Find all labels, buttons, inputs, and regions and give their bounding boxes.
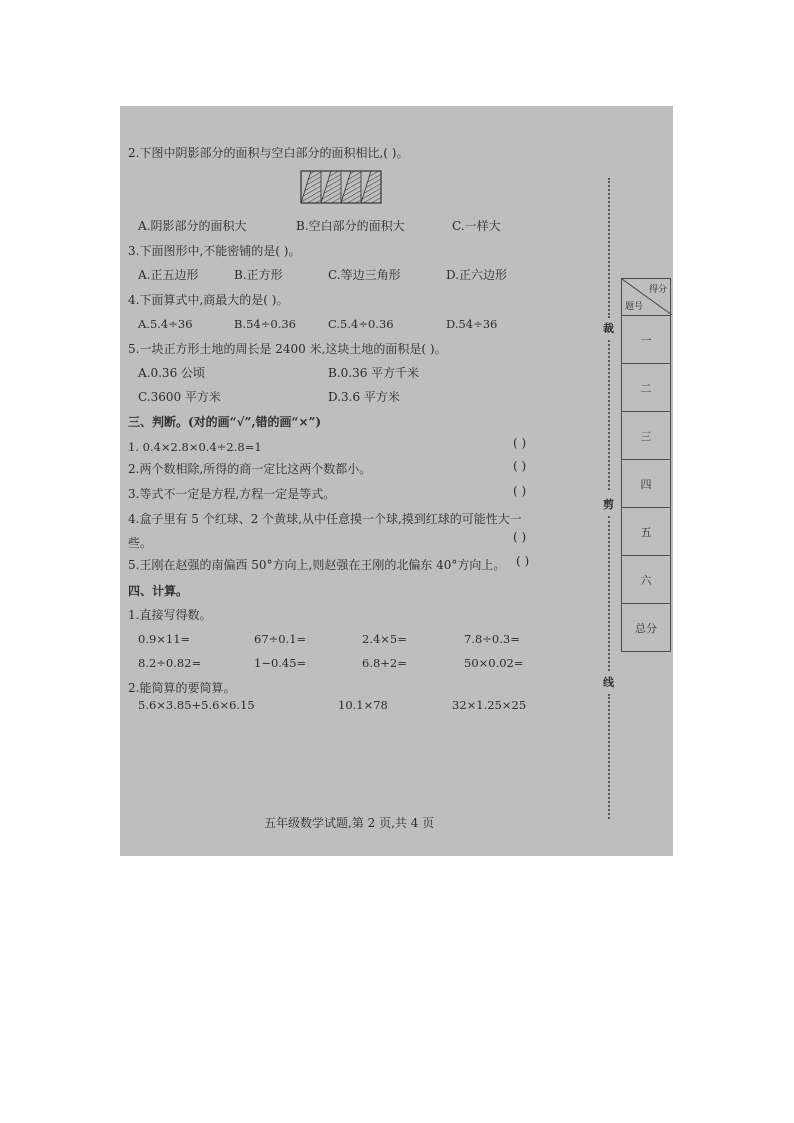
q3-option-d: D.正六边形 bbox=[446, 268, 508, 282]
judge-item-1: 1. 0.4×2.8×0.4÷2.8=1 bbox=[128, 440, 262, 454]
score-row-6: 六 bbox=[622, 556, 671, 604]
cut-line-segment bbox=[608, 516, 610, 671]
judge-item-4: 4.盒子里有 5 个红球、2 个黄球,从中任意摸一个球,摸到红球的可能性大一 bbox=[128, 512, 522, 526]
score-row-1: 一 bbox=[622, 316, 671, 364]
simplify-3: 32×1.25×25 bbox=[452, 698, 527, 712]
judge-answer-4: ( ) bbox=[513, 530, 527, 544]
simplify-heading: 2.能简算的要简算。 bbox=[128, 681, 236, 695]
calc-2-2: 1−0.45= bbox=[254, 656, 307, 670]
cut-char-3: 线 bbox=[603, 676, 614, 689]
score-row-5: 五 bbox=[622, 508, 671, 556]
judge-item-5: 5.王刚在赵强的南偏西 50°方向上,则赵强在王刚的北偏东 40°方向上。 bbox=[128, 558, 506, 572]
calc-2-4: 50×0.02= bbox=[464, 656, 524, 670]
score-row-total: 总分 bbox=[622, 604, 671, 652]
calc-1-3: 2.4×5= bbox=[362, 632, 407, 646]
q4-option-d: D.54÷36 bbox=[446, 317, 498, 331]
q5-option-a: A.0.36 公顷 bbox=[138, 366, 206, 380]
q5-stem: 5.一块正方形土地的周长是 2400 米,这块土地的面积是( )。 bbox=[128, 342, 447, 356]
calc-2-3: 6.8+2= bbox=[362, 656, 407, 670]
q3-option-a: A.正五边形 bbox=[138, 268, 199, 282]
q2-option-a: A.阴影部分的面积大 bbox=[138, 219, 247, 233]
score-row-2: 二 bbox=[622, 364, 671, 412]
header-question-label: 题号 bbox=[625, 302, 644, 312]
cut-line-segment bbox=[608, 340, 610, 490]
score-table-header bbox=[622, 279, 671, 316]
calc-1-1: 0.9×11= bbox=[138, 632, 191, 646]
q3-option-c: C.等边三角形 bbox=[328, 268, 401, 282]
q2-option-c: C.一样大 bbox=[452, 219, 501, 233]
q4-option-c: C.5.4÷0.36 bbox=[328, 317, 394, 331]
judge-item-4-cont: 些。 bbox=[128, 536, 153, 550]
judge-item-2: 2.两个数相除,所得的商一定比这两个数都小。 bbox=[128, 462, 372, 476]
q3-option-b: B.正方形 bbox=[234, 268, 283, 282]
q5-option-d: D.3.6 平方米 bbox=[328, 390, 400, 404]
section4-title: 四、计算。 bbox=[128, 584, 189, 598]
page-footer: 五年级数学试题,第 2 页,共 4 页 bbox=[264, 816, 435, 830]
q2-stem: 2.下图中阴影部分的面积与空白部分的面积相比,( )。 bbox=[128, 146, 409, 160]
direct-answer-heading: 1.直接写得数。 bbox=[128, 608, 212, 622]
q5-option-b: B.0.36 平方千米 bbox=[328, 366, 420, 380]
judge-item-3: 3.等式不一定是方程,方程一定是等式。 bbox=[128, 487, 336, 501]
calc-1-2: 67÷0.1= bbox=[254, 632, 307, 646]
q2-option-b: B.空白部分的面积大 bbox=[296, 219, 405, 233]
score-row-3: 三 bbox=[622, 412, 671, 460]
q4-option-b: B.54÷0.36 bbox=[234, 317, 296, 331]
judge-answer-1: ( ) bbox=[513, 436, 527, 450]
cut-line-segment bbox=[608, 694, 610, 819]
judge-answer-5: ( ) bbox=[516, 554, 530, 568]
cut-char-1: 裁 bbox=[603, 322, 614, 335]
simplify-2: 10.1×78 bbox=[338, 698, 388, 712]
judge-answer-3: ( ) bbox=[513, 484, 527, 498]
score-table bbox=[621, 278, 671, 652]
judge-answer-2: ( ) bbox=[513, 459, 527, 473]
cut-char-2: 剪 bbox=[603, 498, 614, 511]
section3-title: 三、判断。(对的画“√”,错的画“×”) bbox=[128, 415, 322, 429]
header-score-label: 得分 bbox=[648, 285, 667, 295]
q5-option-c: C.3600 平方米 bbox=[138, 390, 221, 404]
q4-stem: 4.下面算式中,商最大的是( )。 bbox=[128, 293, 289, 307]
calc-2-1: 8.2÷0.82= bbox=[138, 656, 202, 670]
calc-1-4: 7.8÷0.3= bbox=[464, 632, 520, 646]
score-row-4: 四 bbox=[622, 460, 671, 508]
cut-line-segment bbox=[608, 178, 610, 318]
q4-option-a: A.5.4÷36 bbox=[138, 317, 193, 331]
q3-stem: 3.下面图形中,不能密铺的是( )。 bbox=[128, 244, 301, 258]
shaded-parallelogram-figure bbox=[300, 170, 382, 204]
scanned-exam-page bbox=[120, 106, 673, 856]
simplify-1: 5.6×3.85+5.6×6.15 bbox=[138, 698, 255, 712]
